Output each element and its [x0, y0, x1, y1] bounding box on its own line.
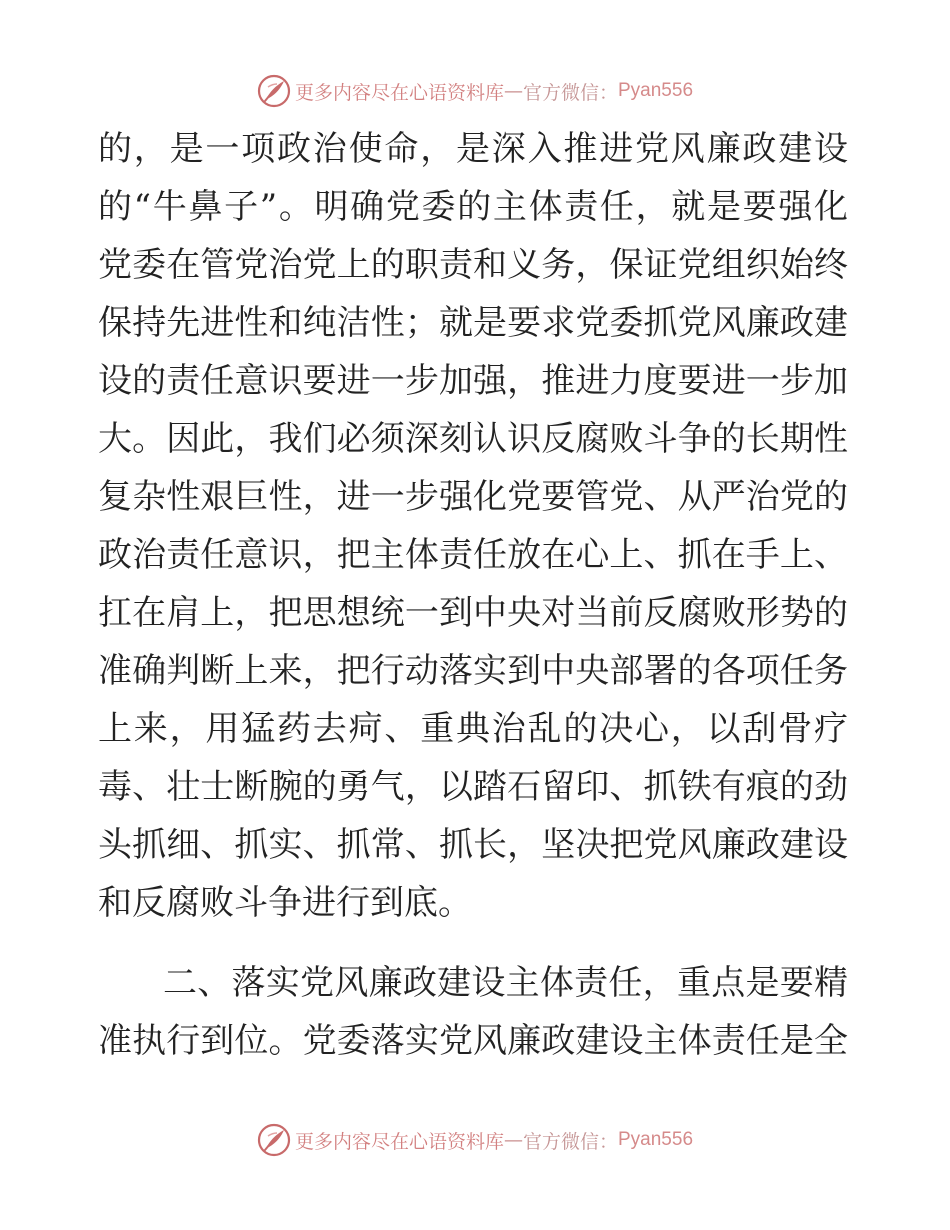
footer-watermark-banner: [0, 1120, 950, 1160]
text-line-4: 保持先进性和纯洁性；就是要求党委抓党风廉政建: [98, 303, 848, 343]
text-line-14: 和反腐败斗争进行到底。: [98, 883, 472, 923]
text-line-16: 准执行到位。党委落实党风廉政建设主体责任是全: [98, 1021, 848, 1061]
wechat-id: Pyan556: [618, 80, 694, 101]
site-name-text: 更多内容尽在心语资料库: [294, 81, 504, 104]
text-line-13: 头抓细、抓实、抓常、抓长，坚决把党风廉政建设: [98, 825, 848, 865]
text-line-5: 设的责任意识要进一步加强，推进力度要进一步加: [98, 361, 848, 401]
wechat-id: Pyan556: [618, 1129, 694, 1150]
text-line-7: 复杂性艰巨性，进一步强化党要管党、从严治党的: [98, 477, 848, 517]
text-line-9: 扛在肩上，把思想统一到中央对当前反腐败形势的: [98, 593, 848, 633]
text-line-1: 的，是一项政治使命，是深入推进党风廉政建设: [98, 129, 848, 169]
site-name-text: 更多内容尽在心语资料库: [294, 1130, 504, 1153]
quill-pen-logo-icon: [257, 74, 291, 108]
wechat-label: 官方微信：: [522, 1130, 618, 1153]
separator-dash: —: [503, 1129, 523, 1151]
text-line-10: 准确判断上来，把行动落实到中央部署的各项任务: [98, 651, 848, 691]
text-line-11: 上来，用猛药去疴、重典治乱的决心，以刮骨疗: [98, 709, 848, 749]
text-line-12: 毒、壮士断腕的勇气，以踏石留印、抓铁有痕的劲: [98, 767, 848, 807]
wechat-label: 官方微信：: [522, 81, 618, 104]
text-line-15: 二、落实党风廉政建设主体责任，重点是要精: [163, 963, 848, 1003]
header-watermark-banner: [0, 71, 950, 111]
text-line-3: 党委在管党治党上的职责和义务，保证党组织始终: [98, 245, 848, 285]
text-line-6: 大。因此，我们必须深刻认识反腐败斗争的长期性: [98, 419, 848, 459]
text-line-8: 政治责任意识，把主体责任放在心上、抓在手上、: [98, 535, 848, 575]
quill-pen-logo-icon: [257, 1123, 291, 1157]
separator-dash: —: [503, 80, 523, 102]
text-line-2: 的“牛鼻子”。明确党委的主体责任，就是要强化: [98, 187, 848, 227]
